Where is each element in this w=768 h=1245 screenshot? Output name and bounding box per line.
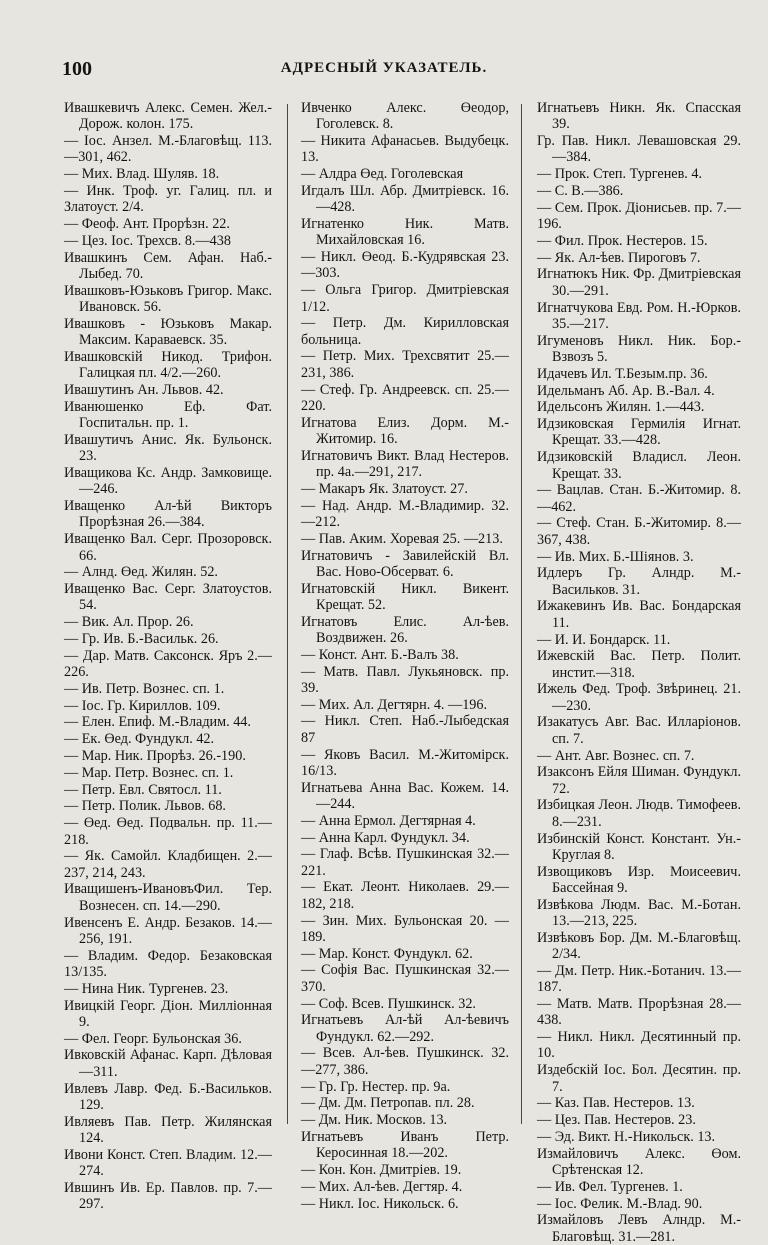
directory-entry: — Іос. Гр. Кириллов. 109. bbox=[64, 697, 221, 714]
directory-entry: — Мих. Ал. Дегтярн. 4. —196. bbox=[301, 696, 488, 713]
directory-entry: — Мих. Влад. Шуляв. 18. bbox=[64, 166, 220, 183]
directory-entry: Изакатусъ Авг. Вас. Илларіонов. сп. 7. bbox=[537, 714, 741, 747]
directory-entry: Игнатьева Анна Вас. Кожем. 14.—244. bbox=[301, 779, 509, 812]
directory-entry: Игнатова Елиз. Дорм. М.-Житомир. 16. bbox=[301, 414, 509, 447]
directory-entry: — Гр. Гр. Нестер. пр. 9а. bbox=[301, 1078, 451, 1095]
directory-entry: Игнатьевъ Ал-ѣй Ал-ѣевичъ Фундукл. 62.—292. bbox=[301, 1012, 509, 1045]
directory-entry: Идзиковскій Владисл. Леон. Крещат. 33. bbox=[537, 449, 741, 482]
directory-entry: Ивковскій Афанас. Карп. Дѣловая—311. bbox=[64, 1047, 272, 1080]
directory-entry: — Вацлав. Стан. Б.-Житомир. 8.—462. bbox=[537, 482, 741, 515]
directory-entry: — Анна Карл. Фундукл. 34. bbox=[301, 829, 470, 846]
directory-entry: Идельсонъ Жилян. 1.—443. bbox=[537, 399, 705, 416]
directory-entry: — Матв. Матв. Прорѣзная 28.—438. bbox=[537, 996, 741, 1029]
directory-entry: Ивашковскій Никод. Трифон. Галицкая пл. 4/2.—260. bbox=[64, 348, 272, 382]
directory-entry: — Стеф. Гр. Андреевск. сп. 25.—220. bbox=[301, 381, 509, 414]
directory-entry: — Екат. Леонт. Николаев. 29.—182, 218. bbox=[301, 879, 509, 912]
directory-entry: Иващишенъ-ИвановъФил. Тер. Вознесен. сп. 14.—290. bbox=[64, 881, 272, 914]
directory-entry: — Никл. Степ. Наб.-Лыбедская 87 bbox=[301, 713, 509, 746]
directory-entry: — Сем. Прок. Діонисьев. пр. 7.—196. bbox=[537, 199, 741, 233]
column-1 bbox=[64, 100, 272, 1213]
directory-entry: — Владим. Федор. Безаковская 13/135. bbox=[64, 947, 272, 980]
directory-entry: — Феоф. Ант. Прорѣзн. 22. bbox=[64, 216, 230, 233]
directory-entry: — Ив. Мих. Б.-Шіянов. 3. bbox=[537, 548, 694, 565]
directory-entry: — Макаръ Як. Златоуст. 27. bbox=[301, 480, 468, 497]
directory-entry: Ивашутичъ Анис. Як. Бульонск. 23. bbox=[64, 431, 272, 465]
directory-entry: Игнатьевъ Никн. Як. Спасская 39. bbox=[537, 100, 741, 133]
directory-entry: — Вик. Ал. Прор. 26. bbox=[64, 614, 194, 631]
directory-entry: Гр. Пав. Никл. Левашовская 29.—384. bbox=[537, 133, 741, 166]
column-2 bbox=[301, 100, 509, 1212]
directory-entry: — Никл. Никл. Десятинный пр. 10. bbox=[537, 1029, 741, 1062]
directory-entry: Идлеръ Гр. Алндр. М.-Васильков. 31. bbox=[537, 565, 741, 598]
directory-entry: — Прок. Степ. Тургенев. 4. bbox=[537, 166, 703, 183]
directory-entry: Ивченко Алекс. Өеодор, Гоголевск. 8. bbox=[301, 100, 509, 133]
directory-entry: — Як. Ал-ѣев. Пироговъ 7. bbox=[537, 249, 701, 266]
directory-entry: Избинскій Конст. Констант. Ун.-Круглая 8. bbox=[537, 830, 741, 863]
directory-entry: Игдалъ Шл. Абр. Дмитріевск. 16.—428. bbox=[301, 182, 509, 216]
directory-entry: — Всев. Ал-ѣев. Пушкинск. 32. —277, 386. bbox=[301, 1045, 509, 1078]
directory-entry: — Мар. Петр. Вознес. сп. 1. bbox=[64, 764, 234, 781]
directory-entry: — Алнд. Өед. Жилян. 52. bbox=[64, 564, 218, 581]
directory-entry: — Өед. Өед. Подвальн. пр. 11.—218. bbox=[64, 815, 272, 848]
directory-entry: — Дм. Ник. Москов. 13. bbox=[301, 1112, 448, 1129]
directory-entry: Ившинъ Ив. Ер. Павлов. пр. 7.—297. bbox=[64, 1179, 272, 1213]
directory-entry: Игнатенко Ник. Матв. Михайловская 16. bbox=[301, 216, 509, 249]
directory-entry: — Каз. Пав. Нестеров. 13. bbox=[537, 1095, 695, 1112]
directory-entry: — Никл. Іос. Никольск. 6. bbox=[301, 1195, 459, 1212]
directory-entry: Игнатовъ Елис. Ал-ѣев. Воздвижен. 26. bbox=[301, 613, 509, 646]
directory-entry: — Стеф. Стан. Б.-Житомир. 8.—367, 438. bbox=[537, 515, 741, 548]
directory-entry: Игнатьевъ Иванъ Петр. Керосинная 18.—202. bbox=[301, 1128, 509, 1162]
directory-entry: Иванюшенко Еф. Фат. Госпитальн. пр. 1. bbox=[64, 398, 272, 432]
directory-entry: Игнатовичъ - Завилейскій Вл. Вас. Ново-Обсерват. 6. bbox=[301, 547, 509, 580]
directory-entry: — Мар. Ник. Прорѣз. 26.-190. bbox=[64, 748, 246, 765]
directory-entry: Идельманъ Аб. Ар. В.-Вал. 4. bbox=[537, 382, 715, 399]
directory-entry: Извощиковъ Изр. Моисеевич. Бассейная 9. bbox=[537, 863, 741, 896]
directory-entry: Ивашкевичъ Алекс. Семен. Жел.-Дорож. колон. 175. bbox=[64, 100, 272, 133]
directory-entry: — Петр. Дм. Кирилловская больница. bbox=[301, 315, 509, 348]
directory-entry: Игнатовичъ Викт. Влад Нестеров. пр. 4а.—291, 217. bbox=[301, 447, 509, 481]
directory-entry: Иващенко Ал-ѣй Викторъ Прорѣзная 26.—384. bbox=[64, 498, 272, 531]
directory-entry: Игуменовъ Никл. Ник. Бор.-Взвозъ 5. bbox=[537, 332, 741, 365]
directory-entry: Ижакевинъ Ив. Вас. Бондарская 11. bbox=[537, 598, 741, 631]
directory-entry: — С. В.—386. bbox=[537, 182, 624, 199]
directory-entry: — Яковъ Васил. М.-Житомірск. 16/13. bbox=[301, 746, 509, 779]
directory-entry: — Елен. Епиф. М.-Владим. 44. bbox=[64, 714, 251, 731]
directory-entry: — Ив. Петр. Вознес. сп. 1. bbox=[64, 680, 225, 697]
directory-entry: Игнатюкъ Ник. Фр. Дмитріевская 30.—291. bbox=[537, 266, 741, 299]
directory-entry: — Софія Вас. Пушкинская 32.—370. bbox=[301, 962, 509, 995]
directory-entry: — Цез. Іос. Трехсв. 8.—438 bbox=[64, 232, 231, 249]
directory-entry: — Над. Андр. М.-Владимир. 32.—212. bbox=[301, 497, 509, 530]
directory-entry: — Соф. Всев. Пушкинск. 32. bbox=[301, 995, 476, 1012]
directory-entry: — Алдра Өед. Гоголевская bbox=[301, 166, 464, 183]
directory-entry: — Мар. Конст. Фундукл. 62. bbox=[301, 945, 473, 962]
directory-entry: Игнатовскій Никл. Викент. Крещат. 52. bbox=[301, 580, 509, 613]
directory-entry: Игнатчукова Евд. Ром. Н.-Юрков. 35.—217. bbox=[537, 299, 741, 332]
directory-entry: — Пав. Аким. Хоревая 25. —213. bbox=[301, 530, 503, 547]
directory-entry: Идачевъ Ил. Т.Безым.пр. 36. bbox=[537, 365, 708, 382]
directory-entry: — Іос. Фелик. М.-Влад. 90. bbox=[537, 1195, 703, 1212]
directory-entry: Ивони Конст. Степ. Владим. 12.—274. bbox=[64, 1146, 272, 1179]
directory-entry: — Никл. Өеод. Б.-Кудрявская 23.—303. bbox=[301, 249, 509, 282]
directory-entry: — Дар. Матв. Саксонск. Яръ 2.—226. bbox=[64, 647, 272, 681]
column-divider bbox=[521, 104, 522, 1124]
directory-entry: Издебскій Іос. Бол. Десятин. пр. 7. bbox=[537, 1062, 741, 1095]
running-title: АДРЕСНЫЙ УКАЗАТЕЛЬ. bbox=[280, 60, 488, 76]
column-divider bbox=[287, 104, 288, 1124]
directory-entry: — Ив. Фел. Тургенев. 1. bbox=[537, 1178, 683, 1195]
directory-entry: — Ек. Өед. Фундукл. 42. bbox=[64, 731, 215, 748]
directory-entry: Извѣкова Людм. Вас. М.-Ботан. 13.—213, 225. bbox=[537, 896, 741, 930]
directory-entry: — И. И. Бондарск. 11. bbox=[537, 631, 671, 648]
directory-entry: — Кон. Кон. Дмитріев. 19. bbox=[301, 1162, 462, 1178]
directory-entry: — Нина Ник. Тургенев. 23. bbox=[64, 980, 229, 997]
directory-entry: — Инк. Троф. уг. Галиц. пл. и Златоуст. 2/4. bbox=[64, 182, 272, 216]
column-3 bbox=[537, 100, 741, 1245]
page-number: 100 bbox=[62, 58, 92, 80]
directory-entry: Иващенко Вал. Серг. Прозоровск. 66. bbox=[64, 531, 272, 564]
directory-entry: Измайловичъ Алекс. Өом. Срѣтенская 12. bbox=[537, 1145, 741, 1178]
directory-entry: — Петр. Мих. Трехсвятит 25.—231, 386. bbox=[301, 348, 509, 381]
directory-entry: Ивашковъ - Юзьковъ Макар. Максим. Караваевск. 35. bbox=[64, 315, 272, 349]
directory-entry: — Глаф. Всѣв. Пушкинская 32.—221. bbox=[301, 846, 509, 879]
directory-entry: — Гр. Ив. Б.-Васильк. 26. bbox=[64, 631, 219, 647]
directory-entry: Ивлевъ Лавр. Фед. Б.-Васильков. 129. bbox=[64, 1080, 272, 1113]
directory-entry: Ивашкинъ Сем. Афан. Наб.-Лыбед. 70. bbox=[64, 249, 272, 282]
directory-entry: — Дм. Петр. Ник.-Ботанич. 13.—187. bbox=[537, 962, 741, 996]
directory-entry: — Петр. Полик. Львов. 68. bbox=[64, 798, 226, 815]
directory-entry: — Петр. Евл. Святосл. 11. bbox=[64, 781, 222, 798]
directory-entry: Измайловъ Левъ Алндр. М.-Благовѣщ. 31.—281. bbox=[537, 1212, 741, 1245]
directory-entry: — Як. Самойл. Кладбищен. 2.—237, 214, 243. bbox=[64, 848, 272, 881]
directory-entry: — Ольга Григор. Дмитріевская 1/12. bbox=[301, 282, 509, 315]
directory-entry: Изаксонъ Ейля Шиман. Фундукл. 72. bbox=[537, 764, 741, 797]
directory-entry: — Анна Ермол. Дегтярная 4. bbox=[301, 812, 476, 829]
directory-entry: — Фил. Прок. Нестеров. 15. bbox=[537, 232, 708, 249]
directory-entry: Иващенко Вас. Серг. Златоустов. 54. bbox=[64, 581, 272, 614]
directory-entry: Иващикова Кс. Андр. Замковище.—246. bbox=[64, 465, 272, 498]
directory-entry: — Мих. Ал-ѣев. Дегтяр. 4. bbox=[301, 1178, 463, 1195]
directory-entry: Ижевскій Вас. Петр. Полит. инстит.—318. bbox=[537, 648, 741, 681]
directory-entry: Ивицкій Георг. Діон. Милліонная 9. bbox=[64, 997, 272, 1030]
directory-entry: Ивашутинъ Ан. Львов. 42. bbox=[64, 382, 224, 399]
directory-entry: — Дм. Дм. Петропав. пл. 28. bbox=[301, 1095, 475, 1112]
directory-entry: — Зин. Мих. Бульонская 20. —189. bbox=[301, 912, 509, 945]
directory-entry: Ивашковъ-Юзьковъ Григор. Макс. Ивановск. 56. bbox=[64, 282, 272, 316]
directory-entry: — Іос. Анзел. М.-Благовѣщ. 113.—301, 462. bbox=[64, 133, 272, 166]
directory-entry: — Фел. Георг. Бульонская 36. bbox=[64, 1030, 242, 1047]
directory-entry: Избицкая Леон. Людв. Тимофеев. 8.—231. bbox=[537, 797, 741, 830]
directory-entry: — Цез. Пав. Нестеров. 23. bbox=[537, 1112, 696, 1129]
directory-entry: — Эд. Викт. Н.-Никольск. 13. bbox=[537, 1128, 716, 1145]
directory-entry: Ивенсенъ Е. Андр. Безаков. 14.—256, 191. bbox=[64, 914, 272, 947]
directory-entry: Идзиковская Гермилія Игнат. Крещат. 33.—428. bbox=[537, 416, 741, 449]
directory-entry: — Матв. Павл. Лукьяновск. пр. 39. bbox=[301, 663, 509, 696]
page-header bbox=[0, 58, 768, 84]
directory-entry: Извѣковъ Бор. Дм. М.-Благовѣщ. 2/34. bbox=[537, 929, 741, 963]
directory-entry: — Никита Афанасьев. Выдубецк. 13. bbox=[301, 133, 509, 166]
directory-entry: Ивляевъ Пав. Петр. Жилянская 124. bbox=[64, 1113, 272, 1146]
directory-entry: — Ант. Авг. Вознес. сп. 7. bbox=[537, 747, 695, 764]
directory-entry: — Конст. Ант. Б.-Валъ 38. bbox=[301, 646, 459, 663]
directory-entry: Ижель Фед. Троф. Звѣринец. 21.—230. bbox=[537, 681, 741, 714]
